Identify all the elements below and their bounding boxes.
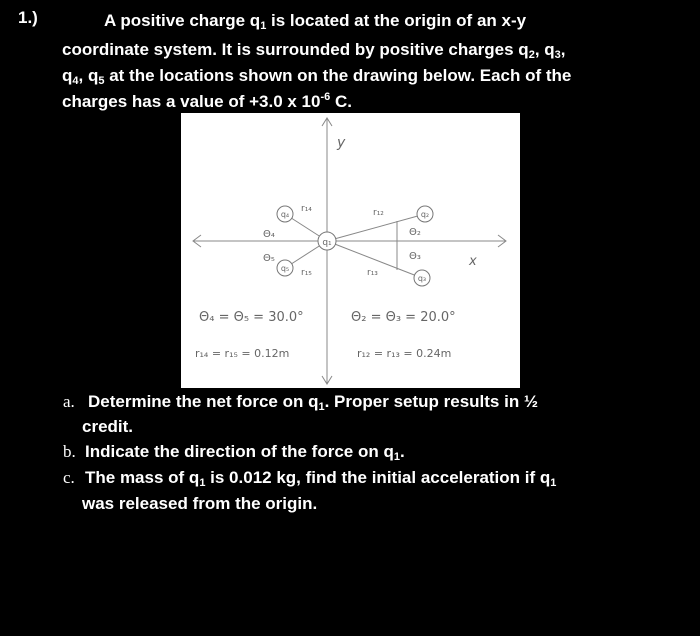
r15-label: r₁₅: [301, 268, 312, 278]
charge-diagram: [181, 113, 520, 388]
theta3-label: Θ₃: [409, 251, 421, 262]
angles-right-equation: Θ₂ = Θ₃ = 20.0°: [351, 310, 456, 325]
question-a-letter: a.: [63, 392, 75, 411]
question-b-text: Indicate the direction of the force on $q_1$.: [85, 442, 405, 463]
question-c-text: The mass of $q_1$ is 0.012 kg, find the initial acceleration if $q_1$: [85, 468, 557, 489]
y-axis-label: y: [337, 135, 346, 151]
question-b-letter: b.: [63, 442, 76, 461]
theta4-label: Θ₄: [263, 229, 275, 240]
problem-line-3: $q_4$, $q_5$ at the locations shown on the drawing below. Each of the: [62, 66, 572, 87]
r14-label: r₁₄: [301, 204, 312, 214]
problem-line-1: A positive charge $q_1$ is located at the origin of an x-y: [104, 11, 527, 32]
charge-q4-label: q₄: [280, 210, 290, 219]
problem-line-2: coordinate system. It is surrounded by positive charges $q_2$, $q_3$,: [62, 40, 566, 61]
charge-q5-label: q₅: [280, 264, 290, 273]
angles-left-equation: Θ₄ = Θ₅ = 30.0°: [199, 310, 304, 325]
theta5-label: Θ₅: [263, 253, 275, 264]
theta2-label: Θ₂: [409, 227, 421, 238]
r12-label: r₁₂: [373, 208, 384, 218]
charge-q2-label: q₂: [420, 210, 430, 219]
question-a-text: Determine the net force on $q_1$. Proper setup results in ½: [88, 392, 539, 413]
question-c-text-cont: was released from the origin.: [82, 494, 318, 513]
problem-number: 1.): [18, 8, 38, 27]
charge-diagram-svg: [181, 113, 520, 388]
charge-q1-label: q₁: [322, 238, 332, 248]
distances-left-equation: r₁₄ = r₁₅ = 0.12m: [195, 347, 290, 360]
charge-q3-label: q₃: [417, 274, 427, 283]
x-axis-label: x: [469, 254, 477, 269]
distances-right-equation: r₁₂ = r₁₃ = 0.24m: [357, 347, 452, 360]
r13-label: r₁₃: [367, 268, 378, 278]
question-a-text-cont: credit.: [82, 417, 134, 436]
question-c-letter: c.: [63, 468, 75, 487]
problem-line-4: charges has a value of +3.0 x $10^{-6}$ C.: [62, 91, 352, 111]
